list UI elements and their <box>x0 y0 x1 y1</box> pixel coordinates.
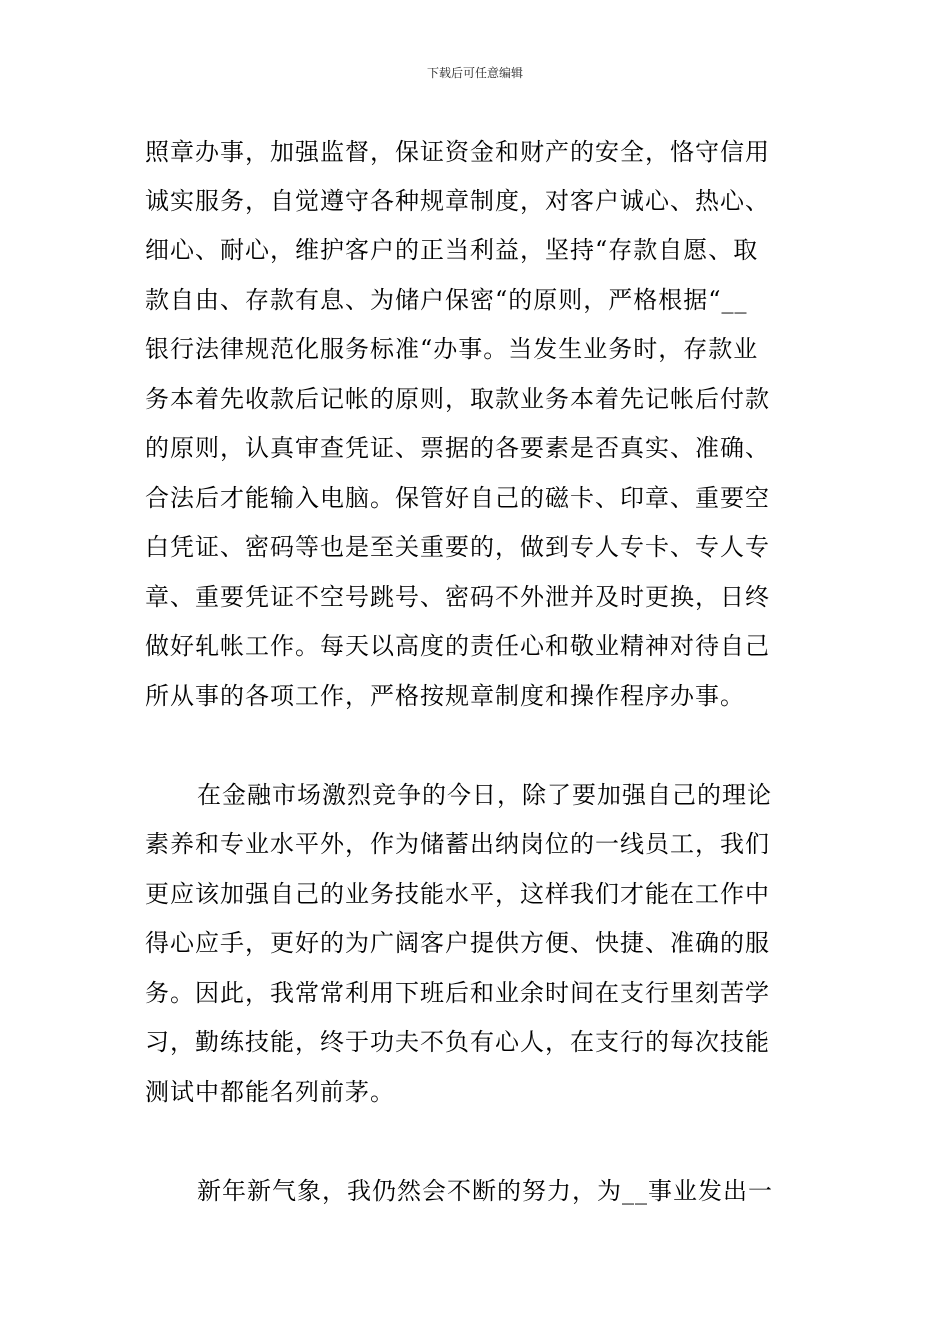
body-text-line: 务。因此，我常常利用下班后和业余时间在支行里刻苦学 <box>145 979 770 1007</box>
body-text-line: 合法后才能输入电脑。保管好自己的磁卡、印章、重要空 <box>145 484 770 512</box>
body-text-line: 素养和专业水平外，作为储蓄出纳岗位的一线员工，我们 <box>145 830 770 858</box>
page-header: 下载后可任意编辑 <box>426 66 523 80</box>
body-text-line: 做好轧帐工作。每天以高度的责任心和敬业精神对待自己 <box>145 632 770 660</box>
body-text-line: 银行法律规范化服务标准“办事。当发生业务时，存款业 <box>145 335 759 363</box>
body-text-line: 在金融市场激烈竞争的今日，除了要加强自己的理论 <box>197 781 772 809</box>
body-text-line: 细心、耐心，维护客户的正当利益，坚持“存款自愿、取 <box>145 236 759 264</box>
body-text-line: 得心应手，更好的为广阔客户提供方便、快捷、准确的服 <box>145 929 770 957</box>
body-text-line: 诚实服务，自觉遵守各种规章制度，对客户诚心、热心、 <box>145 187 770 215</box>
body-text-line: 更应该加强自己的业务技能水平，这样我们才能在工作中 <box>145 880 770 908</box>
body-text-line: 习，勤练技能，终于功夫不负有心人，在支行的每次技能 <box>145 1028 770 1056</box>
body-text-line: 测试中都能名列前茅。 <box>145 1078 395 1106</box>
body-text-line: 款自由、存款有息、为储户保密“的原则，严格根据“__ <box>145 286 748 314</box>
body-text-line: 所从事的各项工作，严格按规章制度和操作程序办事。 <box>145 682 745 710</box>
body-text-line: 的原则，认真审查凭证、票据的各要素是否真实、准确、 <box>145 434 770 462</box>
body-text-line: 白凭证、密码等也是至关重要的，做到专人专卡、专人专 <box>145 533 770 561</box>
body-text-line: 新年新气象，我仍然会不断的努力，为__事业发出一 <box>197 1177 773 1205</box>
body-text-line: 照章办事，加强监督，保证资金和财产的安全，恪守信用 <box>145 138 770 166</box>
body-text-line: 章、重要凭证不空号跳号、密码不外泄并及时更换，日终 <box>145 583 770 611</box>
body-text-line: 务本着先收款后记帐的原则，取款业务本着先记帐后付款 <box>145 385 770 413</box>
